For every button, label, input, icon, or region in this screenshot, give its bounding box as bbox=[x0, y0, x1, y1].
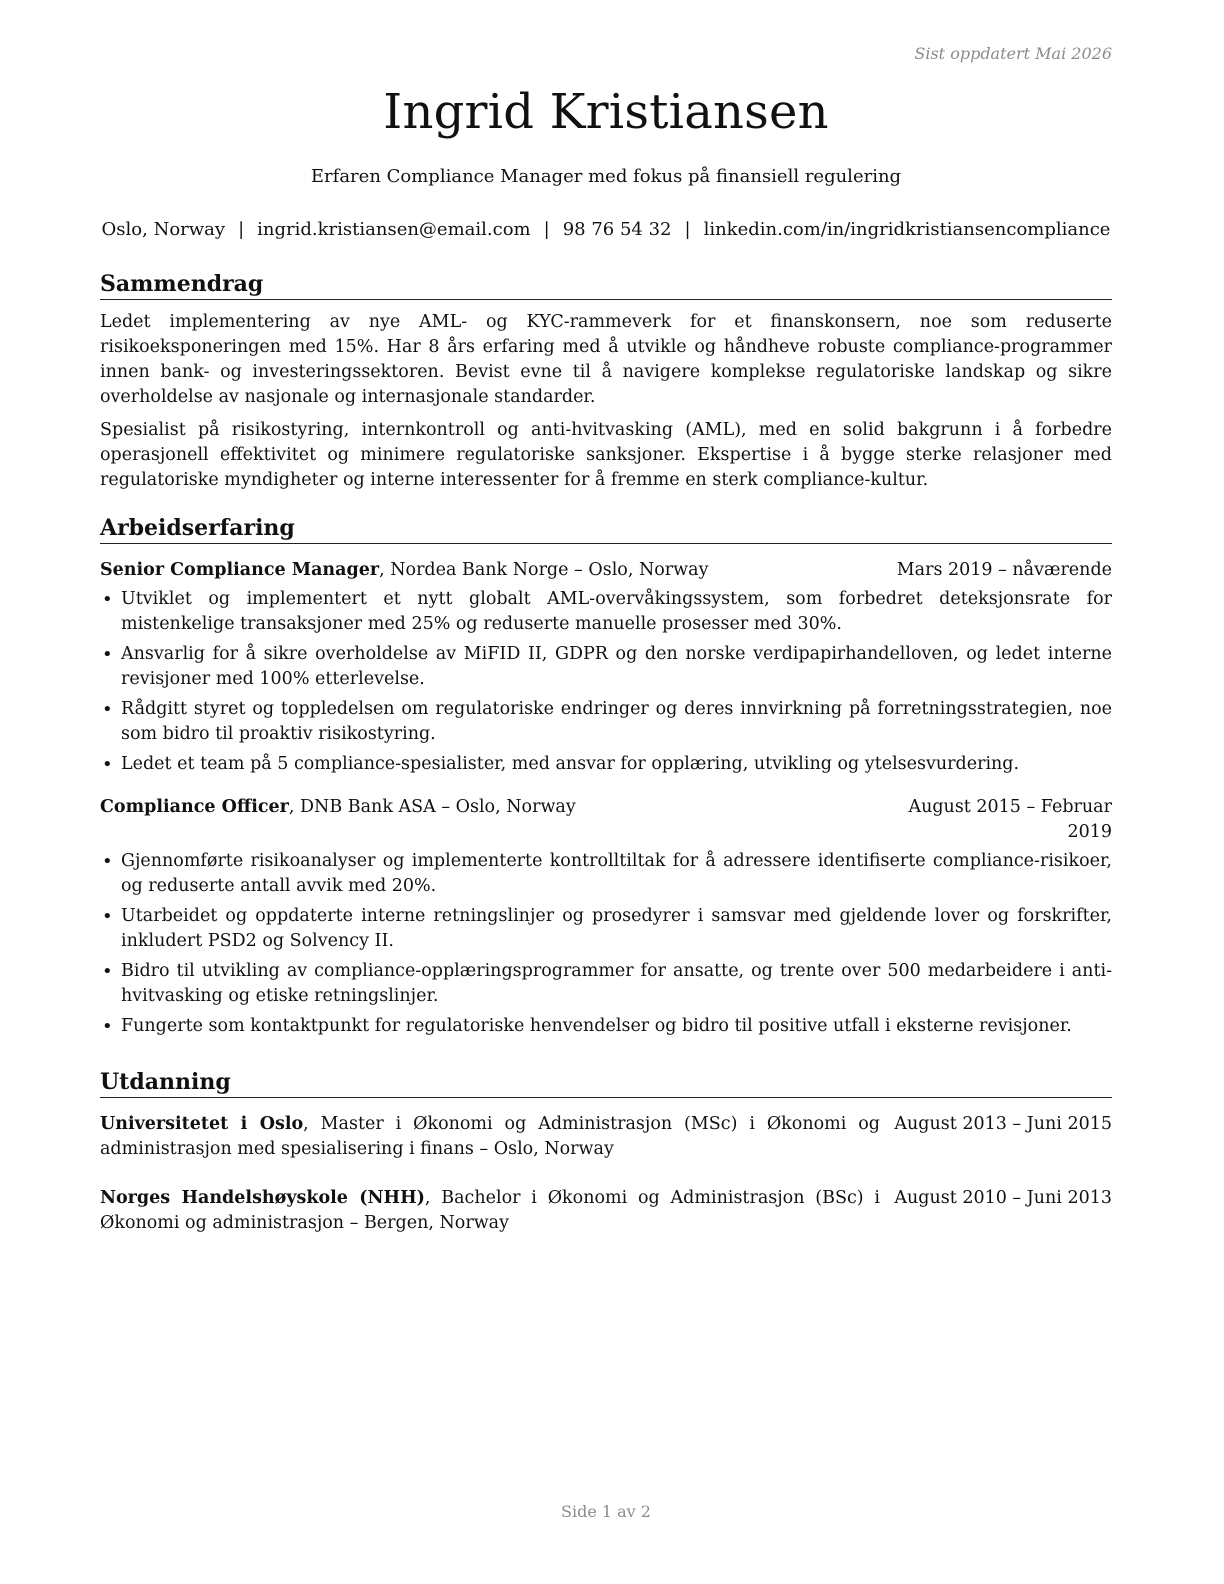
job-role: Senior Compliance Manager bbox=[100, 560, 380, 580]
summary-heading: Sammendrag bbox=[100, 270, 1112, 300]
last-updated: Sist oppdatert Mai 2026 bbox=[914, 44, 1112, 63]
job-role: Compliance Officer bbox=[100, 797, 289, 817]
job-entry bbox=[100, 558, 1112, 777]
job-dates-line: August 2015 – Februar bbox=[908, 797, 1112, 817]
job-org: , DNB Bank ASA – Oslo, Norway bbox=[288, 797, 576, 817]
job-bullet: • Utarbeidet og oppdaterte interne retningslinjer og prosedyrer i samsvar med gjeldende lover og forskrifter, inkludert PSD2 og Solvency II. bbox=[100, 904, 1112, 954]
contact-separator: | bbox=[543, 219, 550, 240]
job-entry bbox=[100, 795, 1112, 1039]
education-entry bbox=[100, 1186, 1112, 1236]
education-school: Norges Handelshøyskole (NHH) bbox=[100, 1188, 425, 1208]
contact-phone: 98 76 54 32 bbox=[562, 219, 672, 240]
job-header bbox=[100, 558, 1112, 583]
contact-line bbox=[70, 219, 1142, 240]
job-dates-line: 2019 bbox=[1067, 822, 1112, 842]
job-bullets bbox=[100, 849, 1112, 1039]
summary-section bbox=[100, 270, 1112, 493]
summary-paragraph: Spesialist på risikostyring, internkontroll og anti-hvitvasking (AML), med en solid bakgrunn i å forbedre operasjonell effektivitet og minimere regulatoriske sanksjoner. Ekspertise i å bygge sterke relasjoner med regulatoriske myndigheter og interne interessenter for å fremme en sterk compliance-kultur. bbox=[100, 420, 1112, 490]
job-dates: Mars 2019 – nåværende bbox=[896, 560, 1112, 580]
contact-linkedin[interactable]: linkedin.com/in/ingridkristiansencompliance bbox=[703, 219, 1111, 240]
contact-location: Oslo, Norway bbox=[101, 219, 226, 240]
job-bullet: • Rådgitt styret og toppledelsen om regulatoriske endringer og deres innvirkning på forretningsstrategien, noe som bidro til proaktiv risikostyring. bbox=[100, 697, 1112, 747]
job-bullet: • Gjennomførte risikoanalyser og implementerte kontrolltiltak for å adressere identifiserte compliance-risikoer, og reduserte antall avvik med 20%. bbox=[100, 849, 1112, 899]
job-bullet: • Fungerte som kontaktpunkt for regulatoriske henvendelser og bidro til positive utfall i eksterne revisjoner. bbox=[100, 1014, 1112, 1039]
tagline: Erfaren Compliance Manager med fokus på finansiell regulering bbox=[310, 166, 902, 187]
job-bullet: • Ledet et team på 5 compliance-spesialister, med ansvar for opplæring, utvikling og ytelsesvurdering. bbox=[100, 752, 1112, 777]
education-detail: , Master i Økonomi og Administrasjon (MSc) i Økonomi og administrasjon med spesialisering i finans – Oslo, Norway bbox=[100, 1114, 880, 1159]
page-number: Side 1 av 2 bbox=[561, 1502, 651, 1521]
job-header bbox=[100, 795, 1112, 845]
education-dates: August 2010 – Juni 2013 bbox=[894, 1188, 1112, 1208]
education-section bbox=[100, 1068, 1112, 1236]
education-heading: Utdanning bbox=[100, 1068, 1112, 1098]
education-school: Universitetet i Oslo bbox=[100, 1114, 304, 1134]
contact-separator: | bbox=[684, 219, 691, 240]
education-dates: August 2013 – Juni 2015 bbox=[894, 1114, 1112, 1134]
resume-page bbox=[100, 0, 1112, 1584]
experience-section bbox=[100, 514, 1112, 1044]
job-bullets bbox=[100, 587, 1112, 777]
contact-separator: | bbox=[238, 219, 245, 240]
job-org: , Nordea Bank Norge – Oslo, Norway bbox=[379, 560, 709, 580]
education-entry bbox=[100, 1112, 1112, 1162]
experience-heading: Arbeidserfaring bbox=[100, 514, 1112, 544]
job-bullet: • Ansvarlig for å sikre overholdelse av MiFID II, GDPR og den norske verdipapirhandelloven, og ledet interne revisjoner med 100% etterlevelse. bbox=[100, 642, 1112, 692]
job-bullet: • Utviklet og implementert et nytt globalt AML-overvåkingssystem, som forbedret deteksjonsrate for mistenkelige transaksjoner med 25% og reduserte manuelle prosesser med 30%. bbox=[100, 587, 1112, 637]
job-dates bbox=[908, 795, 1112, 845]
contact-email[interactable]: ingrid.kristiansen@email.com bbox=[257, 219, 531, 240]
job-bullet: • Bidro til utvikling av compliance-opplæringsprogrammer for ansatte, og trente over 500 medarbeidere i anti-hvitvasking og etiske retningslinjer. bbox=[100, 959, 1112, 1009]
summary-paragraph: Ledet implementering av nye AML- og KYC-rammeverk for et finanskonsern, noe som reduserte risikoeksponeringen med 15%. Har 8 års erfaring med å utvikle og håndheve robuste compliance-programmer innen bank- og investeringssektoren. Bevist evne til å navigere komplekse regulatoriske landskap og sikre overholdelse av nasjonale og internasjonale standarder. bbox=[100, 312, 1112, 407]
education-detail: , Bachelor i Økonomi og Administrasjon (BSc) i Økonomi og administrasjon – Bergen, Norway bbox=[100, 1188, 880, 1233]
person-name: Ingrid Kristiansen bbox=[383, 84, 829, 140]
